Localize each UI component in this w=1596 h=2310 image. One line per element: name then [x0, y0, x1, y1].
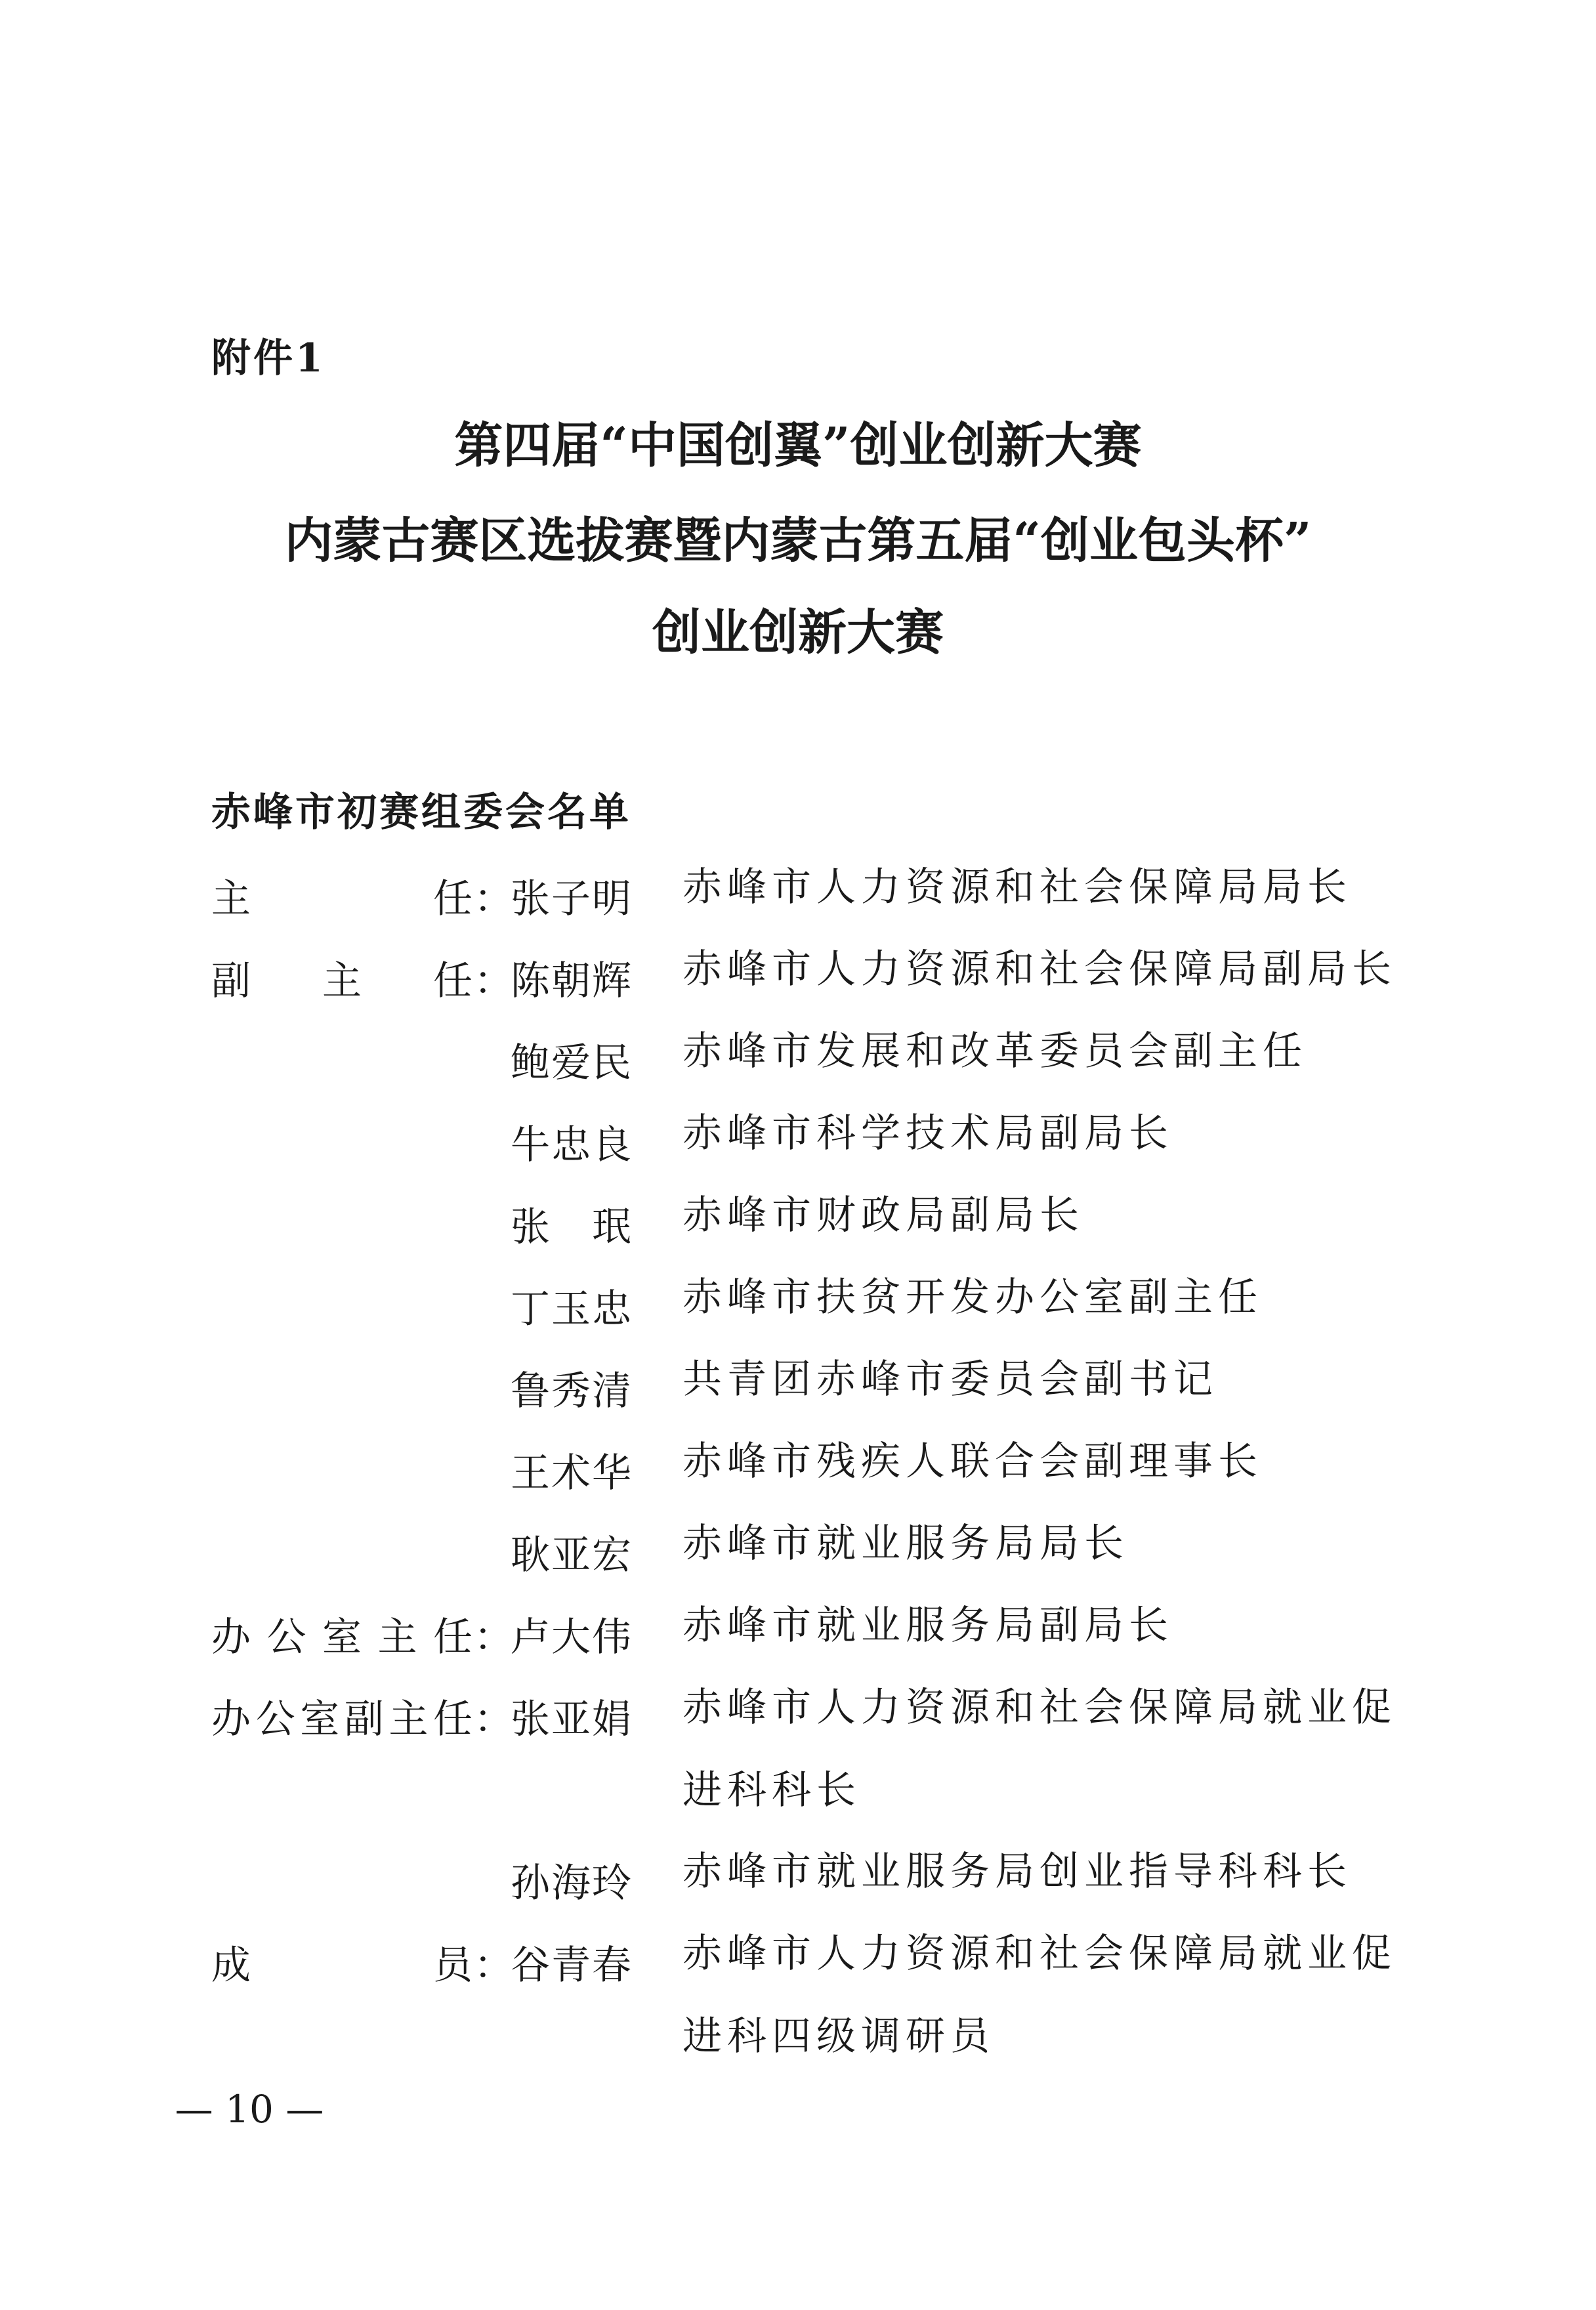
- member-duty: 共青团赤峰市委员会副书记: [682, 1356, 1218, 1402]
- member-name: 卢大伟: [511, 1614, 631, 1660]
- member-duty: 赤峰市残疾人联合会副理事长: [682, 1438, 1263, 1484]
- member-duty: 赤峰市人力资源和社会保障局就业促进科四级调研员: [682, 1931, 1396, 2059]
- member-duty: 赤峰市就业服务局局长: [682, 1521, 1129, 1566]
- role-colon: ：: [474, 1696, 513, 1742]
- member-name: 耿亚宏: [511, 1532, 631, 1578]
- member-name: 鲁秀清: [511, 1368, 631, 1414]
- member-name: 牛忠良: [511, 1122, 631, 1168]
- member-name: 张亚娟: [511, 1696, 631, 1742]
- document-title-line-3: 创业创新大赛: [652, 604, 944, 661]
- member-role: 办公室副主任: [211, 1696, 472, 1742]
- member-name: 张珉: [511, 1204, 631, 1250]
- member-duty: 赤峰市科学技术局副局长: [682, 1110, 1173, 1156]
- attachment-label: 附件1: [211, 335, 326, 381]
- member-duty: 赤峰市扶贫开发办公室副主任: [682, 1274, 1263, 1320]
- role-colon: ：: [474, 1614, 513, 1660]
- section-heading: 赤峰市初赛组委会名单: [211, 789, 631, 835]
- document-title-line-2: 内蒙古赛区选拔赛暨内蒙古第五届“创业包头杯”: [284, 513, 1312, 569]
- member-name: 孙海玲: [511, 1860, 631, 1906]
- member-row: [0, 946, 1596, 1013]
- member-duty: 赤峰市就业服务局创业指导科科长: [682, 1849, 1352, 1895]
- member-duty: 赤峰市发展和改革委员会副主任: [682, 1028, 1307, 1074]
- member-row: [0, 864, 1596, 931]
- member-row: [0, 1849, 1596, 1915]
- member-role: 副主任: [211, 958, 472, 1004]
- member-row: [0, 1028, 1596, 1095]
- member-row: [0, 1521, 1596, 1587]
- member-row: [0, 1931, 1596, 2059]
- role-colon: ：: [474, 1942, 513, 1988]
- role-colon: ：: [474, 876, 513, 922]
- member-name: 丁玉忠: [511, 1286, 631, 1332]
- member-duty: 赤峰市人力资源和社会保障局局长: [682, 864, 1352, 910]
- member-row: [0, 1438, 1596, 1505]
- member-role: 成员: [211, 1942, 472, 1988]
- member-row: [0, 1274, 1596, 1341]
- document-title-line-1: 第四届“中国创翼”创业创新大赛: [454, 417, 1142, 474]
- member-role: 办公室主任: [211, 1614, 472, 1660]
- member-row: [0, 1192, 1596, 1259]
- member-name: 谷青春: [511, 1942, 631, 1988]
- member-row: [0, 1110, 1596, 1177]
- page-number: — 10 —: [175, 2087, 324, 2132]
- member-role: 主任: [211, 876, 472, 922]
- member-name: 陈朝辉: [511, 958, 631, 1004]
- member-duty: 赤峰市人力资源和社会保障局就业促进科科长: [682, 1685, 1396, 1813]
- member-name: 王术华: [511, 1450, 631, 1496]
- member-row: [0, 1685, 1596, 1813]
- member-row: [0, 1356, 1596, 1423]
- role-colon: ：: [474, 958, 513, 1004]
- member-name: 张子明: [511, 876, 631, 922]
- member-row: [0, 1603, 1596, 1669]
- member-name: 鲍爱民: [511, 1040, 631, 1086]
- member-duty: 赤峰市就业服务局副局长: [682, 1603, 1173, 1648]
- member-duty: 赤峰市人力资源和社会保障局副局长: [682, 946, 1396, 992]
- member-duty: 赤峰市财政局副局长: [682, 1192, 1084, 1238]
